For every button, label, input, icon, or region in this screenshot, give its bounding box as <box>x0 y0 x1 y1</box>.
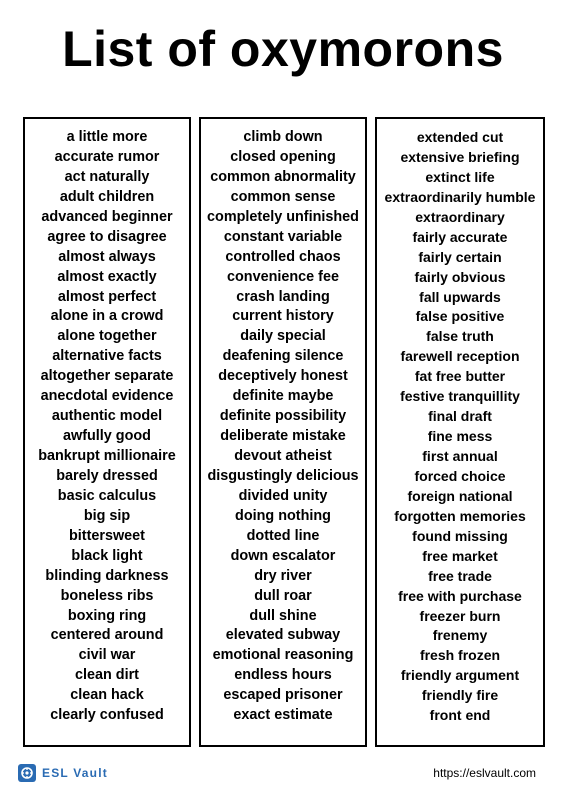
list-item: bankrupt millionaire <box>38 448 176 464</box>
list-item: disgustingly delicious <box>207 467 359 484</box>
list-item: extinct life <box>425 168 495 185</box>
list-item: divided unity <box>238 487 328 504</box>
list-item: extraordinarily humble <box>384 188 536 205</box>
list-item: almost exactly <box>57 268 157 285</box>
list-item: boxing ring <box>67 607 147 624</box>
list-item: escaped prisoner <box>223 687 343 704</box>
list-item: act naturally <box>64 168 150 185</box>
list-item: almost perfect <box>57 288 157 305</box>
list-item: dull shine <box>249 607 317 624</box>
list-item: festive tranquillity <box>400 388 520 405</box>
list-item: farewell reception <box>400 348 520 365</box>
list-item: final draft <box>428 408 492 425</box>
list-item: devout atheist <box>234 448 332 464</box>
list-item: endless hours <box>234 667 332 684</box>
list-item: civil war <box>78 647 136 664</box>
list-item: boneless ribs <box>60 587 154 604</box>
list-item: false positive <box>415 308 505 325</box>
list-item: fall upwards <box>419 288 501 305</box>
list-item: alone together <box>57 328 157 345</box>
logo-text: ESL Vault <box>42 766 108 780</box>
list-item: accurate rumor <box>54 148 160 165</box>
list-item: closed opening <box>230 148 336 165</box>
list-item: deceptively honest <box>218 368 348 385</box>
list-item: deliberate mistake <box>220 428 346 445</box>
vault-icon <box>18 764 36 782</box>
list-item: free market <box>422 547 498 564</box>
list-item: extended cut <box>416 129 504 145</box>
footer-logo[interactable] <box>18 764 108 782</box>
list-item: alternative facts <box>52 348 162 365</box>
list-item: found missing <box>412 527 508 544</box>
list-item: big sip <box>83 507 131 524</box>
list-item: clearly confused <box>50 707 164 724</box>
list-item: agree to disagree <box>47 228 167 245</box>
list-item: adult children <box>59 188 155 205</box>
list-item: first annual <box>422 448 498 464</box>
list-item: friendly argument <box>400 667 520 684</box>
word-column-3 <box>375 117 545 747</box>
list-item: forced choice <box>414 467 506 484</box>
list-item: clean hack <box>70 687 144 704</box>
list-item: controlled chaos <box>225 248 341 265</box>
list-item: dull roar <box>254 587 312 604</box>
list-item: freezer burn <box>419 607 501 624</box>
list-item: dry river <box>254 567 312 584</box>
list-item: climb down <box>243 129 323 145</box>
list-item: extraordinary <box>415 208 505 225</box>
list-item: free trade <box>428 567 492 584</box>
list-item: extensive briefing <box>400 148 520 165</box>
list-item: definite maybe <box>232 388 334 405</box>
list-item: bittersweet <box>69 527 145 544</box>
list-item: clean dirt <box>75 667 139 684</box>
list-item: almost always <box>58 248 156 265</box>
list-item: deafening silence <box>222 348 344 365</box>
footer-url-link[interactable]: https://eslvault.com <box>433 766 536 780</box>
list-item: a little more <box>66 129 148 145</box>
list-item: exact estimate <box>233 707 333 724</box>
list-item: authentic model <box>51 408 163 425</box>
list-item: front end <box>429 707 491 724</box>
list-item: fairly certain <box>418 248 502 265</box>
list-item: altogether separate <box>40 368 174 385</box>
list-item: fresh frozen <box>419 647 501 664</box>
list-item: awfully good <box>63 428 151 445</box>
word-list <box>377 128 543 726</box>
list-item: common abnormality <box>210 168 356 185</box>
list-item: forgotten memories <box>394 507 526 524</box>
list-item: elevated subway <box>225 627 341 644</box>
list-item: fine mess <box>427 428 493 445</box>
list-item: fat free butter <box>414 368 506 385</box>
list-item: barely dressed <box>56 467 158 484</box>
list-item: common sense <box>230 188 336 205</box>
word-column-2 <box>199 117 367 747</box>
word-list <box>201 128 365 726</box>
list-item: fairly obvious <box>414 268 506 285</box>
list-item: frenemy <box>432 627 488 644</box>
list-item: blinding darkness <box>45 567 169 584</box>
list-item: foreign national <box>407 487 513 504</box>
list-item: basic calculus <box>57 487 157 504</box>
list-item: doing nothing <box>235 507 331 524</box>
list-item: alone in a crowd <box>50 308 164 325</box>
word-list <box>25 128 189 726</box>
list-item: false truth <box>426 328 494 345</box>
list-item: fairly accurate <box>412 228 508 245</box>
word-column-1 <box>23 117 191 747</box>
list-item: dotted line <box>246 527 320 544</box>
page-title: List of oxymorons <box>62 21 504 77</box>
list-item: convenience fee <box>227 268 339 285</box>
list-item: black light <box>71 547 143 564</box>
list-item: completely unfinished <box>207 208 359 225</box>
list-item: centered around <box>50 627 164 644</box>
list-item: definite possibility <box>219 408 347 425</box>
list-item: crash landing <box>236 288 330 305</box>
list-item: friendly fire <box>421 687 499 704</box>
list-item: anecdotal evidence <box>40 388 174 405</box>
list-item: daily special <box>240 328 326 345</box>
list-item: current history <box>232 308 334 325</box>
list-item: free with purchase <box>398 587 522 604</box>
list-item: advanced beginner <box>41 208 173 225</box>
list-item: constant variable <box>223 228 343 245</box>
list-item: down escalator <box>230 547 336 564</box>
list-item: emotional reasoning <box>212 647 354 664</box>
